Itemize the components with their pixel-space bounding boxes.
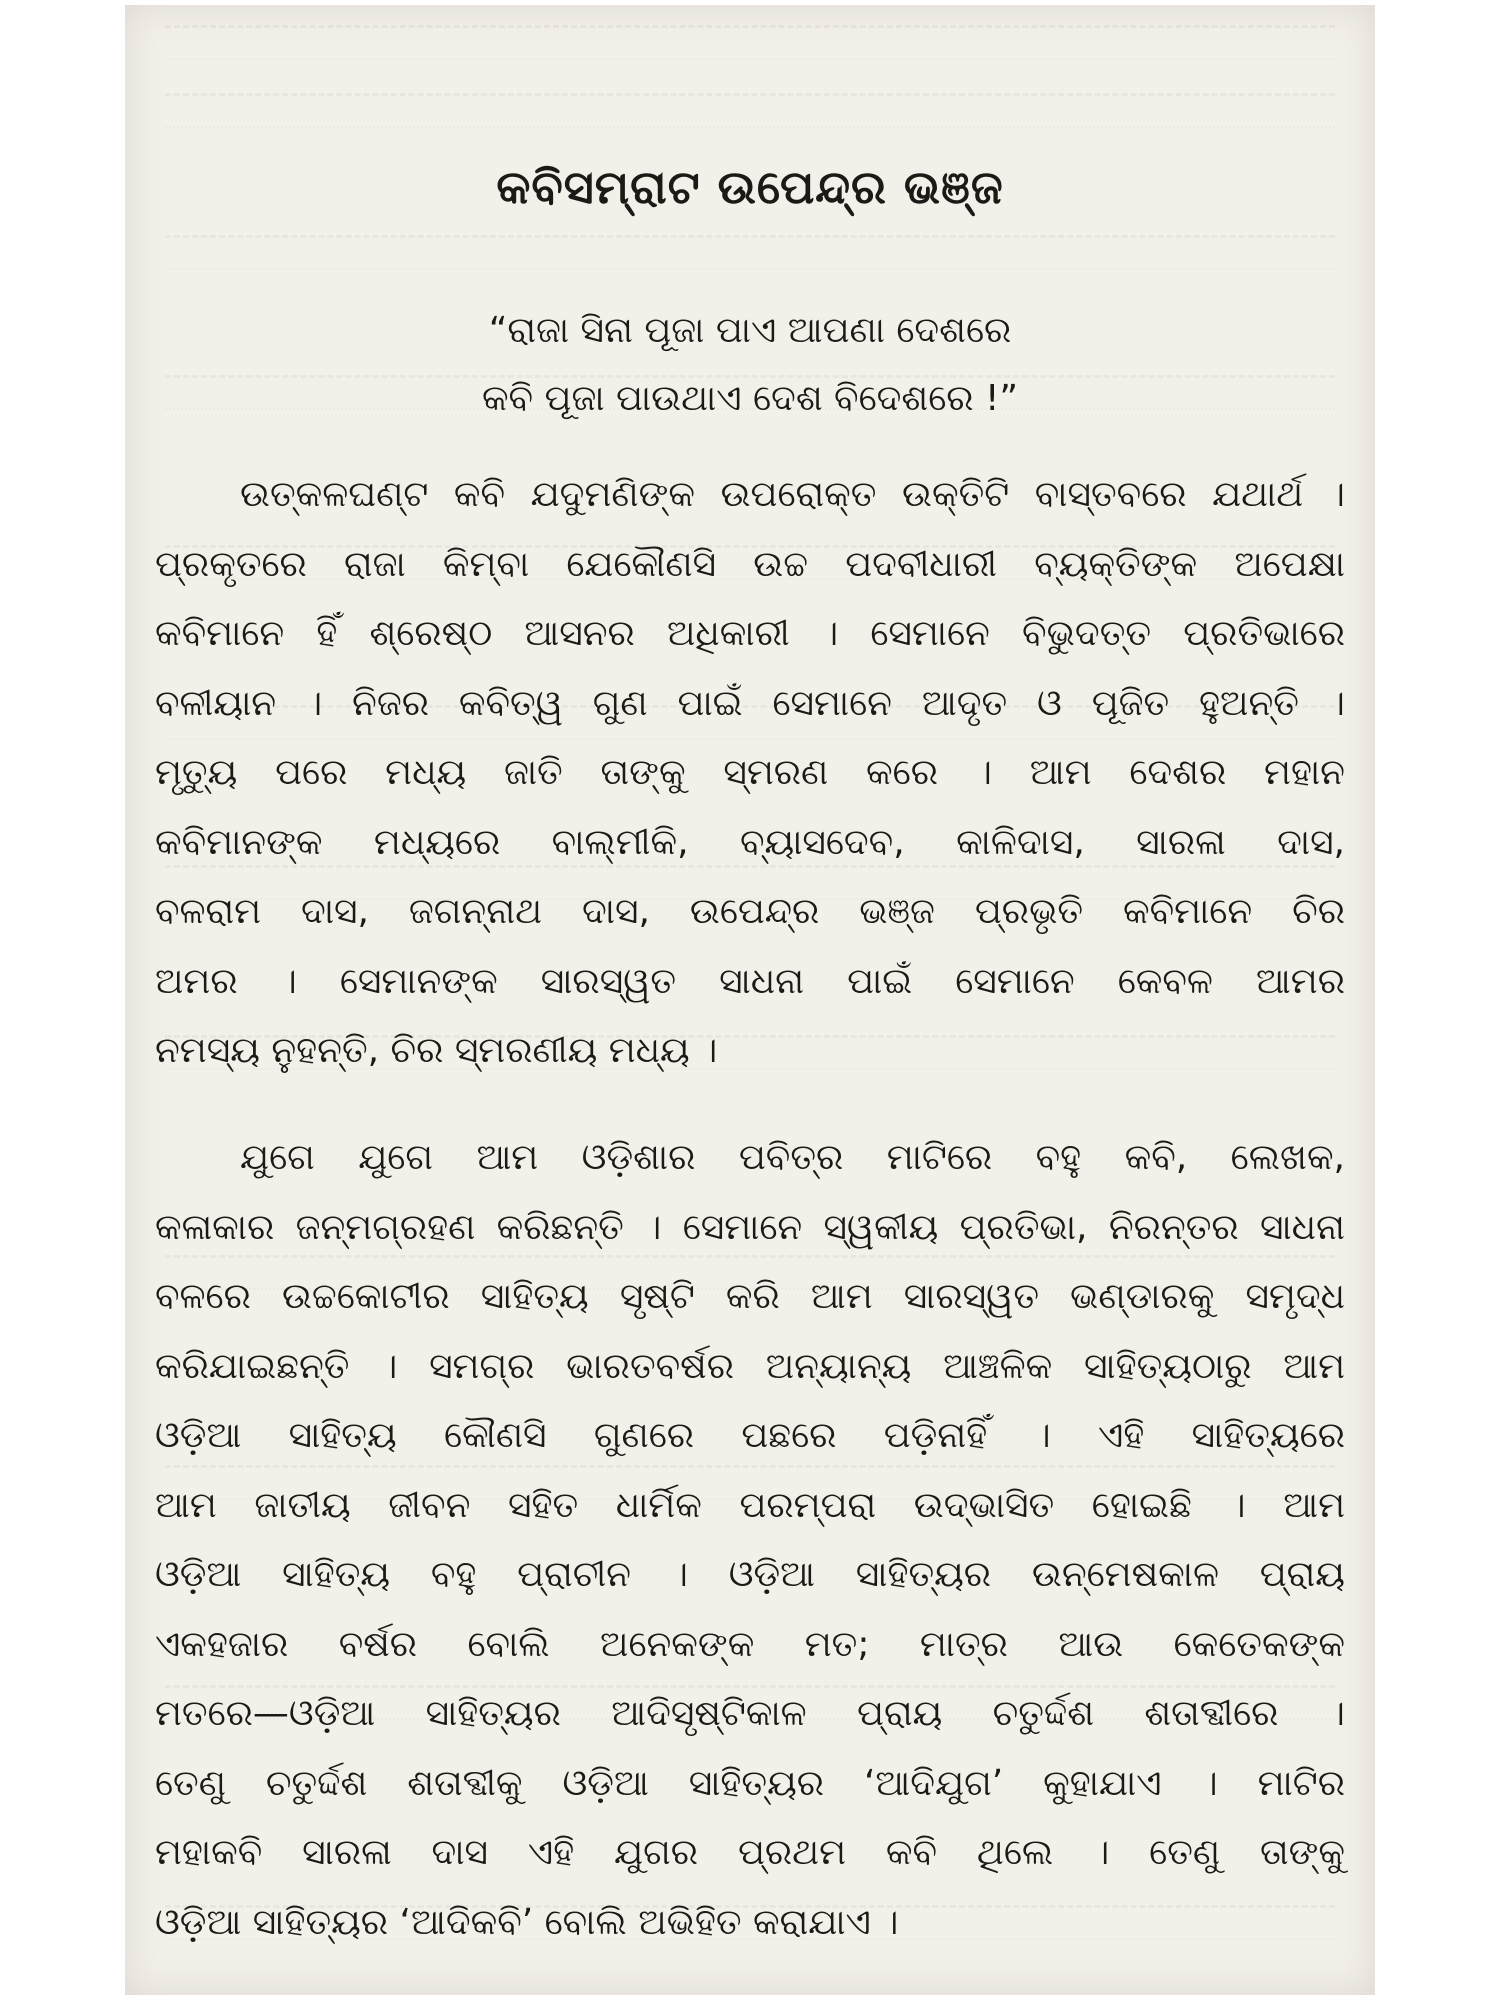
text-line: ବଳରେ ଉଚ୍ଚକୋଟୀର ସାହିତ୍ୟ ସୃଷ୍ଟି କରି ଆମ ସାରସ୍ୱତ ଭଣ୍ଡାରକୁ ସମୃଦ୍ଧ xyxy=(155,1276,1345,1317)
text-line: ଆମ ଜାତୀୟ ଜୀବନ ସହିତ ଧାର୍ମିକ ପରମ୍ପରା ଉଦ୍‌ଭାସିତ ହୋଇଛି । ଆମ xyxy=(155,1484,1345,1526)
text-line: ଓଡ଼ିଆ ସାହିତ୍ୟ କୌଣସି ଗୁଣରେ ପଛରେ ପଡ଼ିନାହିଁ । ଏହି ସାହିତ୍ୟରେ xyxy=(155,1415,1345,1456)
paragraph-1 xyxy=(155,460,1345,1086)
text-line: ମତରେ—ଓଡ଼ିଆ ସାହିତ୍ୟର ଆଦିସୃଷ୍ଟିକାଳ ପ୍ରାୟ ଚତୁର୍ଦ୍ଦଶ ଶତାବ୍ଦୀରେ । xyxy=(155,1693,1345,1734)
text-line: ତେଣୁ ଚତୁର୍ଦ୍ଦଶ ଶତାବ୍ଦୀକୁ ଓଡ଼ିଆ ସାହିତ୍ୟର ‘ଆଦିଯୁଗ’ କୁହାଯାଏ । ମାଟିର xyxy=(155,1762,1345,1804)
bleed-through-line xyxy=(165,93,1335,128)
book-page xyxy=(125,5,1375,1995)
text-line: ଓଡ଼ିଆ ସାହିତ୍ୟ ବହୁ ପ୍ରାଚୀନ । ଓଡ଼ିଆ ସାହିତ୍ୟର ଉନ୍ମେଷକାଳ ପ୍ରାୟ xyxy=(155,1554,1345,1595)
paragraph-2 xyxy=(155,1123,1345,1957)
bleed-through-line xyxy=(165,25,1335,60)
text-line: କବିମାନଙ୍କ ମଧ୍ୟରେ ବାଲ୍ମୀକି, ବ୍ୟାସଦେବ, କାଳିଦାସ, ସାରଳା ଦାସ, xyxy=(155,821,1345,863)
text-line: ଉତ୍କଳଘଣ୍ଟ କବି ଯଦୁମଣିଙ୍କ ଉପରୋକ୍ତ ଉକ୍ତିଟି ବାସ୍ତବରେ ଯଥାର୍ଥ । xyxy=(240,474,1345,515)
text-line: କବିମାନେ ହିଁ ଶ୍ରେଷ୍ଠ ଆସନର ଅଧିକାରୀ । ସେମାନେ ବିଭୁଦତ୍ତ ପ୍ରତିଭାରେ xyxy=(155,613,1345,654)
text-line: ମହାକବି ସାରଳା ଦାସ ଏହି ଯୁଗର ପ୍ରଥମ କବି ଥିଲେ । ତେଣୁ ତାଙ୍କୁ xyxy=(155,1832,1345,1873)
opening-quote xyxy=(155,297,1345,433)
text-line: ବଳୀୟାନ । ନିଜର କବିତ୍ୱ ଗୁଣ ପାଇଁ ସେମାନେ ଆଦୃତ ଓ ପୂଜିତ ହୁଅନ୍ତି । xyxy=(155,682,1345,724)
text-line: ନମସ୍ୟ ନୁହନ୍ତି, ଚିର ସ୍ମରଣୀୟ ମଧ୍ୟ । xyxy=(155,1030,718,1071)
page-title: କବିସମ୍ରାଟ ଉପେନ୍ଦ୍ର ଭଞ୍ଜ xyxy=(496,160,1004,214)
text-line: ଅମର । ସେମାନଙ୍କ ସାରସ୍ୱତ ସାଧନା ପାଇଁ ସେମାନେ କେବଳ ଆମର xyxy=(155,960,1345,1002)
text-line: କରିଯାଇଛନ୍ତି । ସମଗ୍ର ଭାରତବର୍ଷର ଅନ୍ୟାନ୍ୟ ଆଞ୍ଚଳିକ ସାହିତ୍ୟଠାରୁ ଆମ xyxy=(155,1345,1345,1387)
text-line: ପ୍ରକୃତରେ ରାଜା କିମ୍ବା ଯେକୌଣସି ଉଚ୍ଚ ପଦବୀଧାରୀ ବ୍ୟକ୍ତିଙ୍କ ଅପେକ୍ଷା xyxy=(155,543,1345,585)
text-line: ଯୁଗେ ଯୁଗେ ଆମ ଓଡ଼ିଶାର ପବିତ୍ର ମାଟିରେ ବହୁ କବି, ଲେଖକ, xyxy=(240,1137,1345,1178)
bleed-through-line xyxy=(165,235,1335,270)
text-line: ଓଡ଼ିଆ ସାହିତ୍ୟର ‘ଆଦିକବି’ ବୋଲି ଅଭିହିତ କରାଯାଏ । xyxy=(155,1901,899,1943)
text-line: ବଳରାମ ଦାସ, ଜଗନ୍ନାଥ ଦାସ, ଉପେନ୍ଦ୍ର ଭଞ୍ଜ ପ୍ରଭୃତି କବିମାନେ ଚିର xyxy=(155,891,1345,932)
text-line: କଳାକାର ଜନ୍ମଗ୍ରହଣ କରିଛନ୍ତି । ସେମାନେ ସ୍ୱକୀୟ ପ୍ରତିଭା, ନିରନ୍ତର ସାଧନା xyxy=(155,1206,1345,1248)
text-line: ଏକହଜାର ବର୍ଷର ବୋଲି ଅନେକଙ୍କ ମତ; ମାତ୍ର ଆଉ କେତେକଙ୍କ xyxy=(155,1623,1345,1665)
text-line: ମୃତ୍ୟୁ ପରେ ମଧ୍ୟ ଜାତି ତାଙ୍କୁ ସ୍ମରଣ କରେ । ଆମ ଦେଶର ମହାନ xyxy=(155,752,1345,793)
quote-line: “ରାଜା ସିନା ପୂଜା ପାଏ ଆପଣା ଦେଶରେ xyxy=(488,310,1012,351)
quote-line: କବି ପୂଜା ପାଉଥାଏ ଦେଶ ବିଦେଶରେ !” xyxy=(481,378,1019,419)
